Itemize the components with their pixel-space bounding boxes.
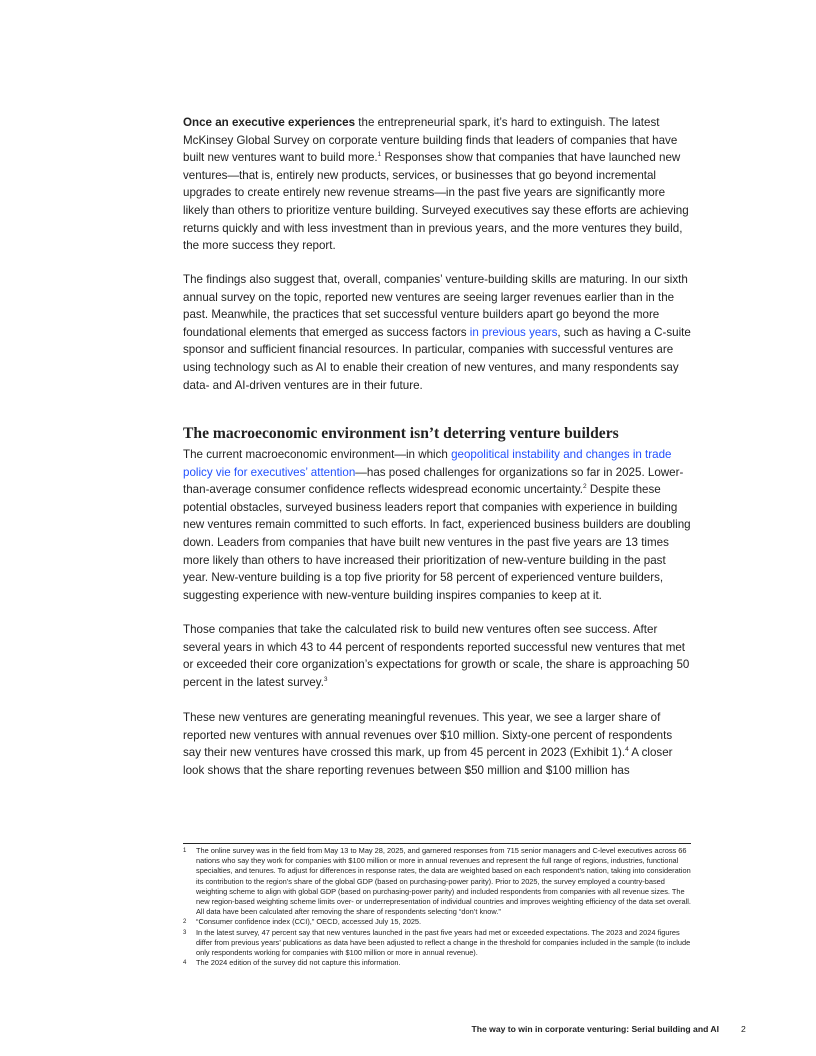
findings-paragraph	[183, 271, 691, 394]
footnote-text: “Consumer confidence index (CCI),” OECD, accessed July 15, 2025.	[196, 917, 422, 927]
footnote-number: 3	[183, 929, 187, 936]
paragraph-text: The current macroeconomic environment—in which	[183, 448, 452, 461]
footnote-ref[interactable]: 2	[582, 483, 587, 491]
paragraph-text: —has posed challenges for organizations so far in 2025. Lower-than-average consumer confidence reflects widespread economic uncertainty.	[183, 465, 684, 497]
footnote-divider	[183, 843, 691, 844]
paragraph-text: Responses show that companies that have launched new ventures—that is, entirely new products, services, or businesses that go beyond incremental upgrades to create entirely new revenue streams—in the past five years are significantly more likely than others to prioritize venture building. Surveyed executives say these efforts are achieving returns quickly and with less investment than in previous years, and the more ventures they build, the more success they report.	[183, 151, 689, 253]
section-heading: The macroeconomic environment isn’t deterring venture builders	[183, 425, 619, 442]
footnote-item	[183, 846, 693, 917]
footnote-number: 2	[183, 919, 187, 926]
page-number: 2	[741, 1024, 746, 1034]
footnote-text: The 2024 edition of the survey did not capture this information.	[196, 958, 401, 968]
footnote-item	[183, 958, 693, 968]
footnote-item	[183, 928, 693, 959]
macroeconomic-paragraph	[183, 446, 691, 604]
success-paragraph	[183, 621, 691, 691]
paragraph-text: The findings also suggest that, overall, companies’ venture-building skills are maturing. In our sixth annual survey on the topic, reported new ventures are seeing larger revenues earlier than in the past. Meanwhile, the practices that set successful venture builders apart go beyond the more foundational elements that emerged as success factors	[183, 273, 688, 339]
footnote-text: In the latest survey, 47 percent say that new ventures launched in the past five years had met or exceeded expectations. The 2023 and 2024 figures differ from previous years’ publications as data have been adjusted to reflect a change in the threshold for companies included in the sample (to include only respondents working for companies with $100 million or more in annual revenue).	[196, 927, 691, 958]
paragraph-text: A closer look shows that the share reporting revenues between $50 million and $100 million has	[183, 746, 673, 777]
geopolitical-link[interactable]: geopolitical instability and changes in trade policy vie for executives’ attention	[183, 448, 672, 479]
intro-paragraph	[183, 114, 691, 255]
paragraph-text: Those companies that take the calculated risk to build new ventures often see success. After several years in which 43 to 44 percent of respondents reported successful new ventures that met or exceeded their core organization’s expectations for growth or scale, the share is approaching 50 percent in the latest survey.	[183, 623, 690, 689]
footnote-ref[interactable]: 3	[323, 675, 328, 683]
paragraph-text: , such as having a C-suite sponsor and sufficient financial resources. In particular, companies with successful ventures are using technology such as AI to enable their creation of new ventures, and many respondents say data- and AI-driven ventures are in their future.	[183, 325, 691, 392]
lead-in: Once an executive experiences	[183, 116, 356, 129]
footnote-number: 4	[183, 960, 187, 967]
footnote-item	[183, 917, 693, 927]
paragraph-text: These new ventures are generating meaningful revenues. This year, we see a larger share of reported new ventures with annual revenues over $10 million. Sixty-one percent of respondents say their new ventures have crossed this mark, up from 45 percent in 2023 (Exhibit 1).	[183, 711, 673, 760]
footnote-ref[interactable]: 4	[625, 746, 629, 754]
paragraph-text: Despite these potential obstacles, surveyed business leaders report that companies with experience in building new ventures remain committed to such efforts. In fact, experienced business builders are doubling down. Leaders from companies that have built new ventures in the past five years are 13 times more likely than others to have increased their prioritization of new-venture building in the past year. New-venture building is a top five priority for 58 percent of experienced venture builders, suggesting experience with new-venture building inspires companies to keep at it.	[183, 483, 691, 602]
paragraph-text: the entrepreneurial spark, it’s hard to extinguish. The latest McKinsey Global Survey on corporate venture building finds that leaders of companies that have built new ventures want to build more.	[183, 116, 678, 165]
footer-title: The way to win in corporate venturing: Serial building and AI	[471, 1024, 719, 1034]
revenues-paragraph	[183, 709, 691, 779]
footnote-number: 1	[183, 848, 187, 854]
footnote-text: The online survey was in the field from May 13 to May 28, 2025, and garnered responses from 715 senior managers and C-level executives across 66 nations who say they work for companies with $100 million or more in annual revenues and represent the full range of regions, industries, functional specialties, and tenures. To adjust for differences in response rates, the data are weighted based on each respondent’s nation, taking into consideration its contribution to the region’s share of the global GDP (based on purchasing-power parity). Prior to 2025, the survey employed a country-based weighting scheme to align with global GDP (based on purchasing-power parity) and included respondents from companies with all revenue sizes. The new region-based weighting scheme limits over- or underrepresentation of individual countries and improves weighting efficiency of the data set overall. All data have been calculated after removing the share of respondents selecting “don’t know.”	[196, 846, 691, 917]
footnotes	[183, 846, 693, 968]
footnote-ref[interactable]: 1	[377, 151, 382, 159]
previous-years-link[interactable]: in previous years	[469, 325, 558, 339]
